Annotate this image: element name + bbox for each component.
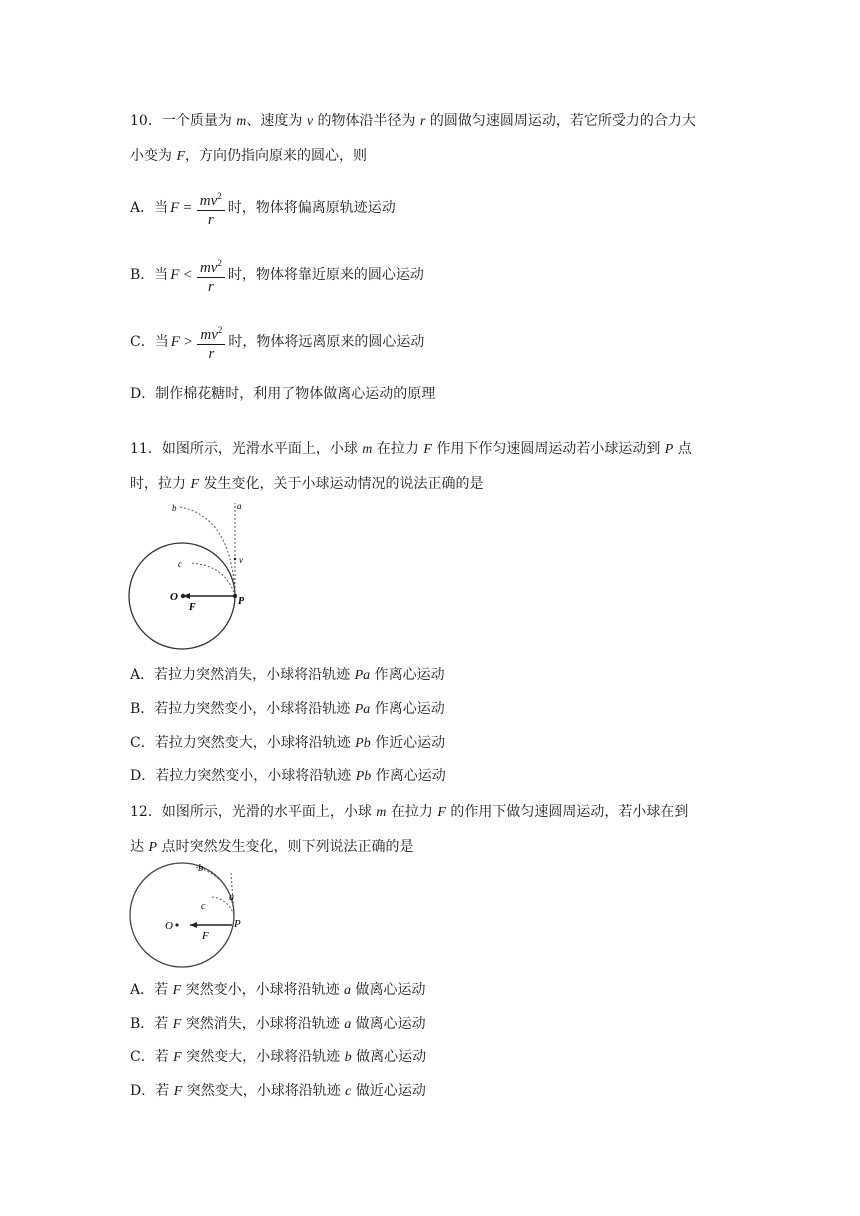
- fraction-mv2-over-r: [197, 187, 225, 229]
- option-text: 作离心运动: [370, 701, 445, 717]
- stem-text: ，方向仍指向原来的圆心，则: [185, 148, 368, 164]
- var-F: F: [173, 1050, 182, 1065]
- velocity-mark: [234, 558, 237, 561]
- question-11-option-a: [130, 664, 445, 684]
- option-text: 做离心运动: [351, 1016, 426, 1032]
- label-c: c: [201, 901, 206, 912]
- question-10-option-c: [130, 321, 424, 363]
- option-text: 作近心运动: [370, 735, 446, 751]
- option-label: A．当: [130, 200, 169, 216]
- label-a: a: [237, 501, 242, 511]
- var-m: m: [376, 805, 387, 820]
- option-text: A．若: [130, 982, 173, 998]
- stem-text: 达: [130, 839, 149, 855]
- denominator: r: [208, 279, 214, 295]
- option-text: 作离心运动: [371, 768, 446, 784]
- var-m: m: [236, 114, 247, 129]
- exponent: 2: [217, 191, 222, 201]
- exponent: 2: [217, 258, 222, 268]
- label-c: c: [178, 559, 182, 569]
- label-F: F: [202, 930, 209, 942]
- question-10-option-b: [130, 254, 424, 296]
- question-10-line-2: [130, 139, 750, 174]
- stem-text: 小变为: [130, 148, 177, 164]
- trajectory-var: Pb: [355, 736, 371, 751]
- trajectory-var: c: [345, 1084, 352, 1099]
- var-r: r: [419, 114, 426, 129]
- var-F: F: [170, 200, 180, 216]
- question-12-option-b: [130, 1013, 426, 1033]
- question-10-stem: [130, 104, 750, 174]
- question-10-option-a: [130, 187, 396, 229]
- option-text: 做离心运动: [351, 982, 426, 998]
- option-text: 时，物体将靠近原来的圆心运动: [227, 267, 424, 283]
- label-P: P: [238, 596, 245, 607]
- option-label: C．当: [130, 334, 169, 350]
- trajectory-var: b: [344, 1050, 352, 1065]
- question-11-option-c: [130, 732, 445, 752]
- numerator: mv: [199, 193, 218, 209]
- denominator: r: [208, 346, 215, 362]
- label-O: O: [165, 920, 173, 932]
- question-number: 11．: [130, 441, 162, 457]
- label-P: P: [234, 918, 241, 930]
- var-F: F: [173, 1084, 183, 1099]
- stem-text: 的圆做匀速圆周运动，若它所受力的合力大: [425, 113, 696, 129]
- var-v: v: [306, 114, 314, 129]
- question-10-line-1: [130, 104, 750, 139]
- question-number: 10．: [130, 113, 162, 129]
- var-P: P: [148, 840, 158, 855]
- stem-text: 一个质量为: [161, 113, 237, 129]
- option-text: B．若拉力突然变小，小球将沿轨迹: [130, 701, 355, 717]
- label-b: b: [198, 862, 204, 874]
- stem-text: 如图所示，光滑的水平面上，小球: [161, 804, 377, 820]
- label-F: F: [189, 602, 196, 613]
- force-arrow-icon: [190, 922, 197, 928]
- trajectory-var: a: [344, 1017, 352, 1032]
- option-text: 做近心运动: [351, 1083, 426, 1099]
- var-F: F: [423, 442, 432, 457]
- relation-sign: >: [183, 334, 193, 350]
- relation-sign: =: [183, 200, 192, 216]
- exponent: 2: [217, 325, 223, 335]
- denominator: r: [207, 212, 214, 228]
- option-text: 突然变大，小球将沿轨迹: [181, 1049, 345, 1065]
- label-O: O: [170, 591, 178, 603]
- stem-text: 在拉力: [372, 441, 424, 457]
- stem-text: 如图所示，光滑水平面上，小球: [161, 441, 363, 457]
- question-11-option-d: [130, 765, 446, 785]
- question-11-line-1: [130, 432, 750, 467]
- stem-text: 点: [673, 441, 692, 457]
- option-text: C．若拉力突然变大，小球将沿轨迹: [130, 735, 356, 751]
- question-12-option-c: [130, 1046, 426, 1066]
- option-text: 时，物体将偏离原轨迹运动: [227, 200, 396, 216]
- option-text: C．若: [130, 1049, 174, 1065]
- option-text: 突然消失，小球将沿轨迹: [181, 1016, 345, 1032]
- label-v: v: [239, 555, 243, 565]
- trajectory-b: [180, 507, 235, 596]
- option-text: 做离心运动: [351, 1049, 427, 1065]
- trajectory-var: Pa: [354, 668, 371, 683]
- question-12-figure: [128, 855, 253, 975]
- option-text: 突然变小，小球将沿轨迹: [181, 982, 345, 998]
- numerator: mv: [200, 327, 218, 343]
- question-10-option-d: [130, 383, 435, 403]
- stem-text: 的物体沿半径为: [313, 113, 420, 129]
- stem-text: 在拉力: [386, 804, 438, 820]
- center-point: [181, 594, 185, 598]
- question-11-stem: [130, 432, 750, 502]
- trajectory-var: Pa: [354, 702, 371, 717]
- fraction-mv2-over-r: [197, 321, 225, 363]
- option-text: D．制作棉花糖时，利用了物体做离心运动的原理: [130, 386, 436, 402]
- question-11-option-b: [130, 698, 445, 718]
- ball-point: [233, 594, 237, 598]
- fraction-mv2-over-r: [197, 254, 225, 296]
- option-text: B．若: [130, 1016, 173, 1032]
- question-11-figure: [128, 495, 258, 660]
- trajectory-c: [190, 563, 235, 596]
- stem-text: 、速度为: [246, 113, 307, 129]
- center-point: [175, 923, 178, 926]
- stem-text: 作用下作匀速圆周运动若小球运动到: [431, 441, 665, 457]
- stem-text: 发生变化，关于小球运动情况的说法正确的是: [199, 476, 484, 492]
- var-F: F: [172, 983, 182, 998]
- option-text: D．若拉力突然变小，小球将沿轨迹: [130, 768, 356, 784]
- question-12-option-a: [130, 979, 425, 999]
- stem-text: 的作用下做匀速圆周运动，若小球在到: [445, 804, 689, 820]
- option-text: 时，物体将远离原来的圆心运动: [228, 334, 425, 350]
- var-m: m: [362, 442, 373, 457]
- stem-text: 时，拉力: [130, 476, 191, 492]
- question-12-option-d: [130, 1080, 426, 1100]
- var-F: F: [170, 334, 180, 350]
- question-12-line-1: [130, 795, 750, 830]
- option-text: A．若拉力突然消失，小球将沿轨迹: [130, 667, 355, 683]
- trajectory-var: Pb: [355, 769, 372, 784]
- label-a: a: [229, 892, 234, 903]
- option-text: 作离心运动: [370, 667, 445, 683]
- option-text: 突然变大，小球将沿轨迹: [182, 1083, 346, 1099]
- option-text: D．若: [130, 1083, 174, 1099]
- question-number: 12．: [130, 804, 162, 820]
- var-F: F: [170, 267, 180, 283]
- relation-sign: <: [183, 267, 192, 283]
- var-F: F: [172, 1017, 182, 1032]
- option-label: B．当: [130, 267, 169, 283]
- numerator: mv: [199, 260, 218, 276]
- var-P: P: [664, 442, 674, 457]
- stem-text: 点时突然发生变化，则下列说法正确的是: [157, 839, 414, 855]
- trajectory-var: a: [344, 983, 352, 998]
- var-F: F: [176, 149, 186, 164]
- var-F: F: [190, 477, 200, 492]
- label-b: b: [172, 503, 177, 513]
- var-F: F: [437, 805, 446, 820]
